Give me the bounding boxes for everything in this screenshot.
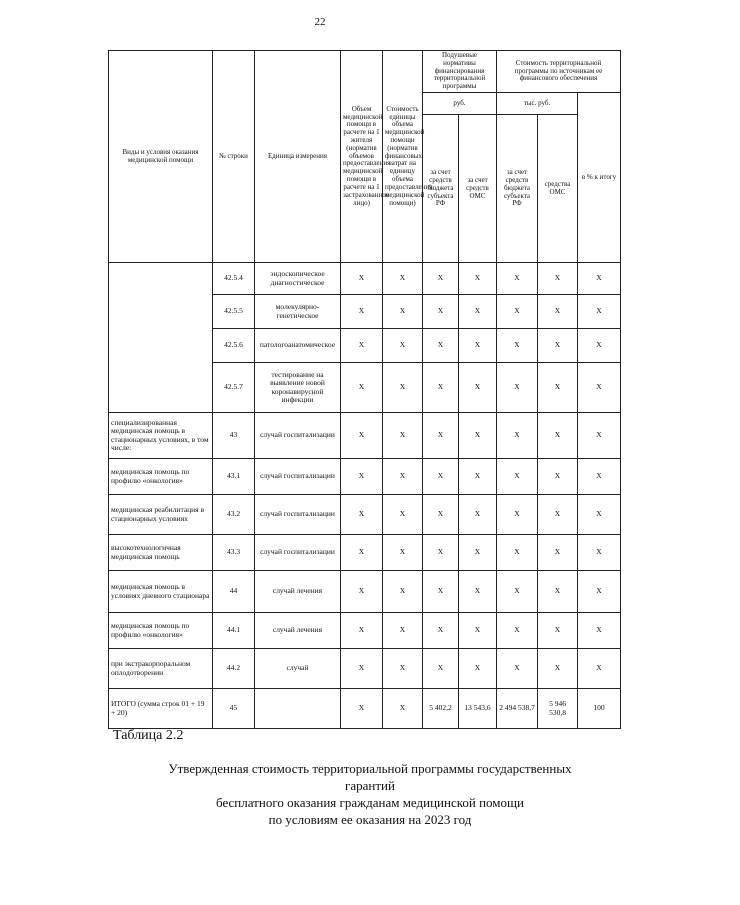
cell: X <box>538 613 578 649</box>
cell: X <box>497 263 538 295</box>
cell: X <box>578 495 621 535</box>
row-name: медицинская помощь по профилю «онкология» <box>109 459 213 495</box>
cell: X <box>578 571 621 613</box>
cell: X <box>578 535 621 571</box>
cell: X <box>459 613 497 649</box>
row-number: 44 <box>213 571 255 613</box>
table-row <box>109 495 621 535</box>
header-thous-rub: тыс. руб. <box>497 93 578 115</box>
row-unit: случай госпитализации <box>255 535 341 571</box>
table-row-total <box>109 689 621 729</box>
cost-table <box>108 50 621 729</box>
row-name: высокотехнологичная медицинская помощь <box>109 535 213 571</box>
cell: X <box>538 535 578 571</box>
header-percent: в % к итогу <box>578 93 621 263</box>
row-name: медицинская помощь по профилю «онкология» <box>109 613 213 649</box>
table-caption: Таблица 2.2 <box>113 728 184 743</box>
row-name: специализированная медицинская помощь в стационарных условиях, в том числе: <box>109 413 213 459</box>
cell: X <box>383 649 423 689</box>
cell: X <box>497 535 538 571</box>
cell: X <box>578 613 621 649</box>
row-number: 42.5.6 <box>213 329 255 363</box>
cell: X <box>383 329 423 363</box>
row-name: медицинская помощь в условиях дневного стационара <box>109 571 213 613</box>
row-unit: молекулярно-генетическое <box>255 295 341 329</box>
cell: X <box>459 413 497 459</box>
heading-line: гарантий <box>345 778 395 794</box>
cell: X <box>423 329 459 363</box>
cell-total-oms: 5 946 530,8 <box>538 689 578 729</box>
cell: X <box>578 263 621 295</box>
row-number: 42.5.7 <box>213 363 255 413</box>
cell: X <box>341 535 383 571</box>
cell: X <box>383 613 423 649</box>
cell: X <box>538 649 578 689</box>
table-row <box>109 459 621 495</box>
cell: X <box>538 571 578 613</box>
cell: X <box>459 535 497 571</box>
cell: X <box>383 459 423 495</box>
row-number: 44.1 <box>213 613 255 649</box>
header-row-number: № строки <box>213 51 255 263</box>
header-oms-per-capita: за счет средств ОМС <box>459 115 497 263</box>
row-name: ИТОГО (сумма строк 01 + 19 + 20) <box>109 689 213 729</box>
cell: X <box>341 649 383 689</box>
row-unit: случай госпитализации <box>255 413 341 459</box>
table-row <box>109 649 621 689</box>
row-name: при экстракорпоральном оплодотворении <box>109 649 213 689</box>
cell: X <box>459 363 497 413</box>
table-row <box>109 535 621 571</box>
cell: X <box>341 263 383 295</box>
cell: X <box>459 459 497 495</box>
row-number: 43.1 <box>213 459 255 495</box>
header-types: Виды и условия оказания медицинской помощи <box>109 51 213 263</box>
row-unit: случай <box>255 649 341 689</box>
heading-line: бесплатного оказания гражданам медицинской помощи <box>216 795 524 811</box>
cell: X <box>341 571 383 613</box>
header-per-capita: Подушевые нормативы финансирования территориальной программы <box>423 51 497 93</box>
cell: X <box>497 459 538 495</box>
header-unit-cost: Стоимость единицы объема медицинской помощи (норматив финансовых затрат на единицу объема предоставления медицинской помощи) <box>383 51 423 263</box>
table-row <box>109 263 621 295</box>
section-heading <box>0 760 740 829</box>
cell-total-oms-per-capita: 13 543,6 <box>459 689 497 729</box>
cell: X <box>578 459 621 495</box>
cell: X <box>383 263 423 295</box>
row-unit: патологоанатомическое <box>255 329 341 363</box>
cell: X <box>538 363 578 413</box>
heading-line: Утвержденная стоимость территориальной программы государственных <box>168 761 572 776</box>
cell: X <box>538 329 578 363</box>
cell: X <box>341 689 383 729</box>
cell: X <box>497 649 538 689</box>
cell: X <box>423 459 459 495</box>
header-budget-per-capita: за счет средств бюджета субъекта РФ <box>423 115 459 263</box>
header-rub: руб. <box>423 93 497 115</box>
cell: X <box>383 295 423 329</box>
cell: X <box>497 413 538 459</box>
cell: X <box>578 363 621 413</box>
cell: X <box>383 535 423 571</box>
cell-total-budget-per-capita: 5 402,2 <box>423 689 459 729</box>
heading-line: по условиям ее оказания на 2023 год <box>268 812 472 828</box>
cell: X <box>538 413 578 459</box>
row-unit: эндоскопическое диагностическое <box>255 263 341 295</box>
cell: X <box>459 649 497 689</box>
cell: X <box>383 413 423 459</box>
cell: X <box>497 613 538 649</box>
cell: X <box>423 413 459 459</box>
cell: X <box>497 363 538 413</box>
cell: X <box>341 495 383 535</box>
cell: X <box>538 263 578 295</box>
cell: X <box>459 329 497 363</box>
row-unit: случай госпитализации <box>255 495 341 535</box>
header-total-cost: Стоимость территориальной программы по источникам ее финансового обеспечения <box>497 51 621 93</box>
page-number: 22 <box>314 16 326 28</box>
cell: X <box>341 413 383 459</box>
cell: X <box>341 459 383 495</box>
cell: X <box>423 649 459 689</box>
row-number: 43 <box>213 413 255 459</box>
row-number: 43.3 <box>213 535 255 571</box>
row-number: 42.5.5 <box>213 295 255 329</box>
cell: X <box>538 459 578 495</box>
cell: X <box>497 295 538 329</box>
cell: X <box>423 535 459 571</box>
row-number: 43.2 <box>213 495 255 535</box>
table-row <box>109 613 621 649</box>
cell: X <box>423 613 459 649</box>
cell: X <box>459 571 497 613</box>
row-unit: случай госпитализации <box>255 459 341 495</box>
table-row <box>109 571 621 613</box>
header-budget-total: за счет средств бюджета субъекта РФ <box>497 115 538 263</box>
cell: X <box>423 571 459 613</box>
row-unit: тестирование на выявление новой коронавирусной инфекции <box>255 363 341 413</box>
cell: X <box>497 571 538 613</box>
cell: X <box>578 329 621 363</box>
cell: X <box>459 495 497 535</box>
cell: X <box>497 495 538 535</box>
cell: X <box>578 295 621 329</box>
cell-total-budget: 2 494 538,7 <box>497 689 538 729</box>
cell: X <box>459 263 497 295</box>
cell: X <box>383 689 423 729</box>
cell: X <box>423 295 459 329</box>
cell: X <box>383 571 423 613</box>
cell: X <box>423 495 459 535</box>
row-name <box>109 263 213 413</box>
cell: X <box>423 263 459 295</box>
cell: X <box>423 363 459 413</box>
cell: X <box>341 295 383 329</box>
cell-total-percent: 100 <box>578 689 621 729</box>
row-unit: случай лечения <box>255 613 341 649</box>
cell: X <box>383 495 423 535</box>
header-volume: Объем медицинской помощи в расчете на 1 жителя (норматив объемов предоставления медицинской помощи в расчете на 1 застрахованное лицо) <box>341 51 383 263</box>
cell: X <box>497 329 538 363</box>
row-number: 45 <box>213 689 255 729</box>
cell: X <box>383 363 423 413</box>
cell: X <box>459 295 497 329</box>
table-row <box>109 413 621 459</box>
cell: X <box>578 413 621 459</box>
row-number: 42.5.4 <box>213 263 255 295</box>
cell: X <box>538 495 578 535</box>
cell: X <box>341 613 383 649</box>
row-unit <box>255 689 341 729</box>
cell: X <box>341 329 383 363</box>
row-number: 44.2 <box>213 649 255 689</box>
header-oms-total: средства ОМС <box>538 115 578 263</box>
cell: X <box>341 363 383 413</box>
cell: X <box>538 295 578 329</box>
header-unit: Единица измерения <box>255 51 341 263</box>
row-name: медицинская реабилитация в стационарных условиях <box>109 495 213 535</box>
cell: X <box>578 649 621 689</box>
row-unit: случай лечения <box>255 571 341 613</box>
